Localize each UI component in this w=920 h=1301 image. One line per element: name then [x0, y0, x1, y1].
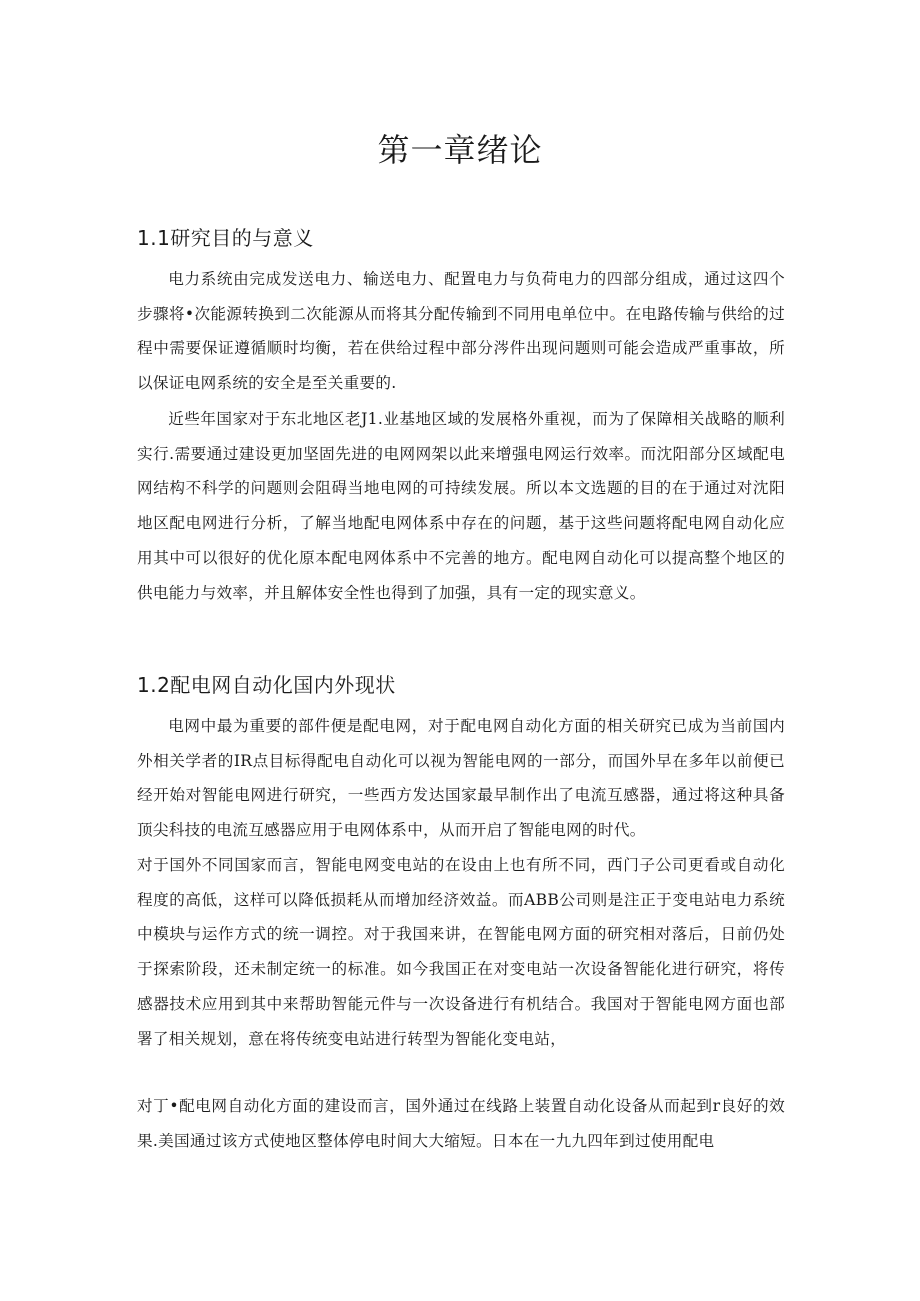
- paragraph-1-1-a: 电力系统由完成发送电力、输送电力、配置电力与负荷电力的四部分组成，通过这四个步骤将•次能源转换到二次能源从而将其分配传输到不同用电单位中。在电路传输与供给的过程中需要保证遵循顺时均衡，若在供给过程中部分涔件出现问题则可能会造成严重事故，所以保证电网系统的安全是至关重要的.: [137, 270, 785, 393]
- chapter-title: 第一章绪论: [377, 131, 543, 169]
- paragraph-1-2-a: 电网中最为重要的部件便是配电网，对于配电网自动化方面的相关研究已成为当前国内外相关学者的IR点目标得配电自动化可以视为智能电网的一部分，而国外早在多年以前便已经开始对智能电网进行研究，一些西方发达国家最早制作出了电流互感器，通过将这种具备顶尖科技的电流互感器应用于电网体系中，从而开启了智能电网的时代。: [137, 717, 785, 840]
- paragraph-1-2-b: 对于国外不同国家而言，智能电网变电站的在设由上也有所不同，西门子公司更看或自动化程度的高低，这样可以降低损耗从而增加经济效益。而ABB公司则是注正于变电站电力系统中模块与运作方式的统一调控。对于我国来讲，在智能电网方面的研究相对落后，日前仍处于探索阶段，还未制定统一的标准。如今我国正在对变电站一次设备智能化进行研究，将传感器技术应用到其中来帮助智能元件与一次设备进行有机结合。我国对于智能电网方面也部署了相关规划，意在将传统变电站进行转型为智能化变电站，: [137, 856, 785, 1048]
- paragraph-1-2-c: 对丁•配电网自动化方面的建设而言，国外通过在线路上装置自动化设备从而起到r良好的效果.美国通过该方式使地区整体停电时间大大缩短。日本在一九九四年到过使用配电: [137, 1097, 785, 1150]
- section-heading-1-1: 1.1研究目的与意义: [137, 226, 314, 250]
- section-heading-1-2: 1.2配电网自动化国内外现状: [137, 673, 396, 697]
- paragraph-1-1-b: 近些年国家对于东北地区老J1.业基地区域的发展格外重视，而为了保障相关战略的顺利实行.需要通过建设更加坚固先进的电网网架以此来增强电网运行效率。而沈阳部分区域配电网结构不科学的问题则会阻碍当地电网的可持续发展。所以本文选题的目的在于通过对沈阳地区配电网进行分析，了解当地配电网体系中存在的问题，基于这些问题将配电网自动化应用其中可以很好的优化原本配电网体系中不完善的地方。配电网自动化可以提高整个地区的供电能力与效率，并且解体安全性也得到了加强，具有一定的现实意义。: [137, 410, 785, 602]
